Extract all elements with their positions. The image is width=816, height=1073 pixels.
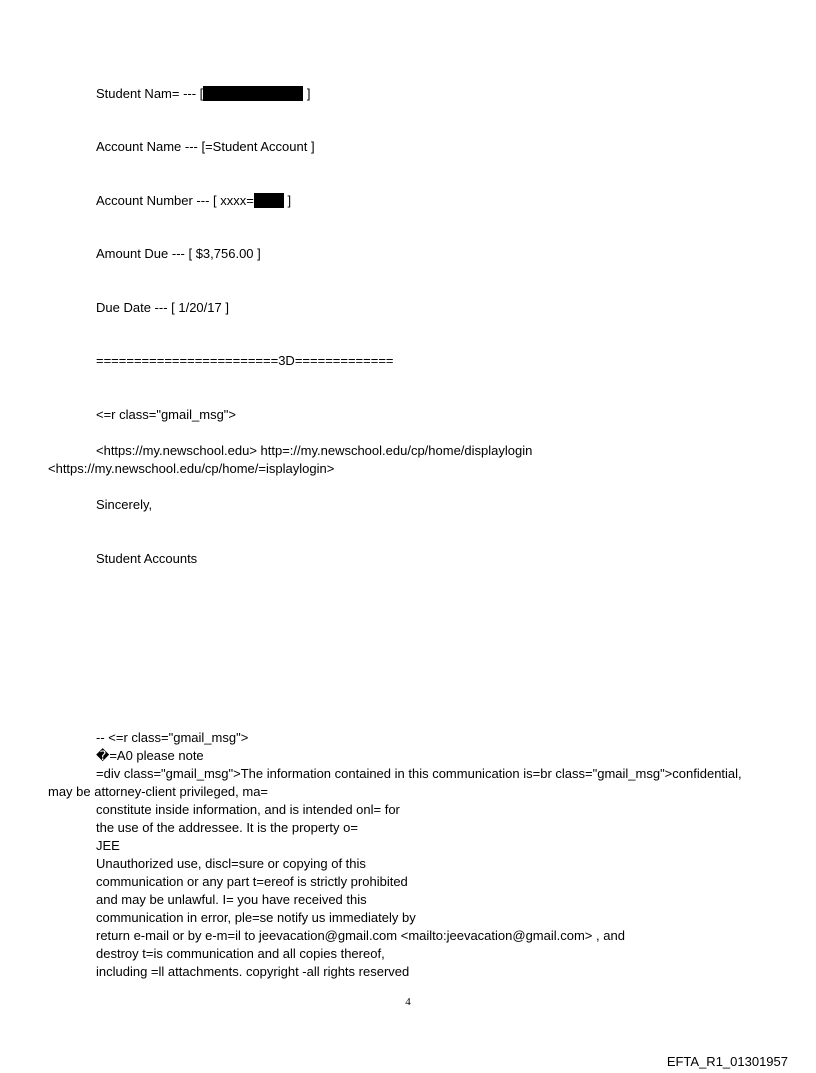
student-name-label: Student Nam= --- [: [96, 86, 204, 101]
footer-line: -- <=r class="gmail_msg">: [96, 730, 249, 745]
account-number-line: [96, 193, 291, 209]
account-number-label: Account Number --- [ xxxx=: [96, 193, 254, 208]
closing-text: Sincerely,: [96, 497, 153, 512]
footer-line: =div class="gmail_msg">The information contained in this communication is=br class="gmail_msg">confidential,: [96, 766, 742, 781]
account-number-redaction: [254, 193, 284, 208]
footer-line: the use of the addressee. It is the property o=: [96, 820, 358, 835]
footer-line: Unauthorized use, discl=sure or copying of this: [96, 856, 366, 871]
student-name-close: ]: [303, 86, 311, 101]
footer-line: communication in error, ple=se notify us immediately by: [96, 910, 416, 925]
separator-line: ========================3D=============: [96, 353, 394, 368]
footer-line: and may be unlawful. I= you have received this: [96, 892, 367, 907]
footer-line: JEE: [96, 838, 120, 853]
footer-line: communication or any part t=ereof is strictly prohibited: [96, 874, 408, 889]
footer-line: destroy t=is communication and all copies thereof,: [96, 946, 385, 961]
due-date-line: Due Date --- [ 1/20/17 ]: [96, 300, 229, 315]
signature-text: Student Accounts: [96, 551, 198, 566]
footer-line: constitute inside information, and is intended onl= for: [96, 802, 400, 817]
link-line-2: <https://my.newschool.edu/cp/home/=isplaylogin>: [48, 461, 335, 476]
footer-line: �=A0 please note: [96, 748, 204, 763]
gmail-tag-line: <=r class="gmail_msg">: [96, 407, 237, 422]
bates-number: EFTA_R1_01301957: [666, 1054, 788, 1069]
page-number: 4: [405, 996, 411, 1008]
footer-line: return e-mail or by e-m=il to jeevacation@gmail.com <mailto:jeevacation@gmail.com> , and: [96, 928, 625, 943]
account-number-close: ]: [283, 193, 292, 208]
link-line-1: <https://my.newschool.edu> http=://my.newschool.edu/cp/home/displaylogin: [96, 443, 533, 458]
footer-line: may be attorney-client privileged, ma=: [48, 784, 269, 799]
footer-line: including =ll attachments. copyright -all rights reserved: [96, 964, 410, 979]
account-name-line: Account Name --- [=Student Account ]: [96, 139, 315, 154]
student-name-line: [96, 86, 311, 102]
student-name-redaction: [203, 86, 303, 101]
amount-due-line: Amount Due --- [ $3,756.00 ]: [96, 246, 261, 261]
